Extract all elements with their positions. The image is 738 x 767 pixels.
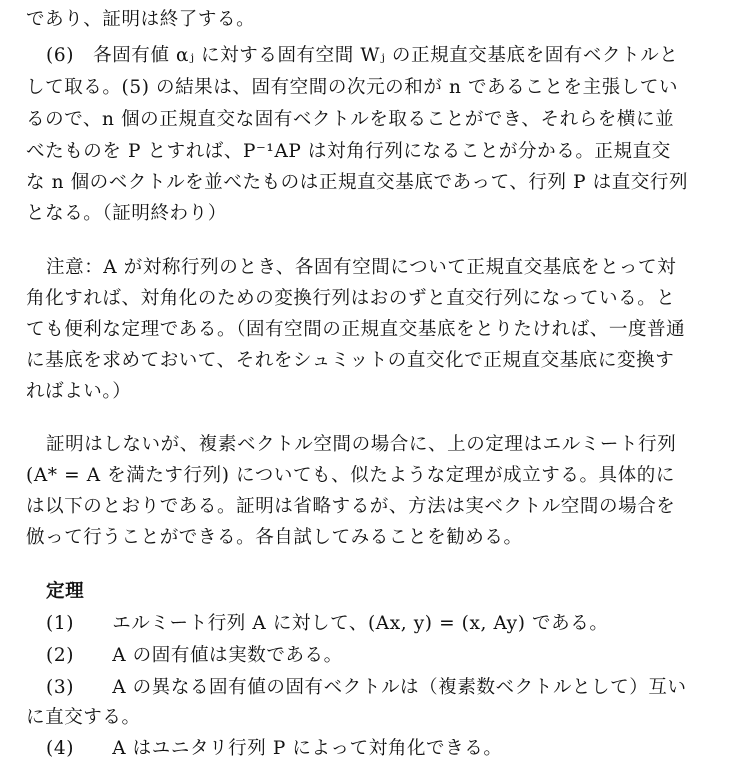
- theorem-title: 定理: [46, 581, 85, 602]
- paragraph6-line1: (6) 各固有値 αⱼ に対する固有空間 Wⱼ の正規直交基底を固有ベクトルと: [46, 45, 679, 66]
- hermitian-line3: は以下のとおりである。証明は省略するが、方法は実ベクトル空間の場合を: [26, 496, 676, 517]
- note-line2: 角化すれば、対角化のための変換行列はおのずと直交行列になっている。と: [26, 288, 676, 309]
- paragraph6-line6: となる。（証明終わり）: [26, 203, 227, 224]
- theorem-item-3-line1: (3) A の異なる固有値の固有ベクトルは（複素数ベクトルとして）互い: [46, 677, 687, 698]
- paragraph6-line2: して取る。(5) の結果は、固有空間の次元の和が n であることを主張してい: [26, 77, 679, 98]
- theorem-item-2: (2) A の固有値は実数である。: [46, 645, 343, 666]
- paragraph6-line3: るので、n 個の正規直交な固有ベクトルを取ることができ、それらを横に並: [26, 109, 675, 130]
- hermitian-line4: 倣って行うことができる。各自試してみることを勧める。: [26, 527, 523, 548]
- hermitian-line1: 証明はしないが、複素ベクトル空間の場合に、上の定理はエルミート行列: [46, 434, 677, 455]
- note-line3: ても便利な定理である。（固有空間の正規直交基底をとりたければ、一度普通: [26, 319, 686, 340]
- note-line1: 注意：A が対称行列のとき、各固有空間について正規直交基底をとって対: [46, 257, 677, 278]
- theorem-item-1: (1) エルミート行列 A に対して、(Ax, y) = (x, Ay) である。: [46, 613, 609, 634]
- paragraph6-line5: な n 個のベクトルを並べたものは正規直交基底であって、行列 P は直交行列: [26, 172, 689, 193]
- note-line5: ればよい。）: [26, 381, 132, 402]
- hermitian-line2: (A* = A を満たす行列) についても、似たような定理が成立する。具体的に: [26, 465, 675, 486]
- note-line4: に基底を求めておいて、それをシュミットの直交化で正規直交基底に変換す: [26, 350, 675, 371]
- proof-end-line: であり、証明は終了する。: [26, 9, 256, 30]
- theorem-item-4: (4) A はユニタリ行列 P によって対角化できる。: [46, 738, 503, 759]
- theorem-item-3-line2: に直交する。: [26, 707, 141, 728]
- paragraph6-line4: べたものを P とすれば、P⁻¹AP は対角行列になることが分かる。正規直交: [26, 141, 671, 162]
